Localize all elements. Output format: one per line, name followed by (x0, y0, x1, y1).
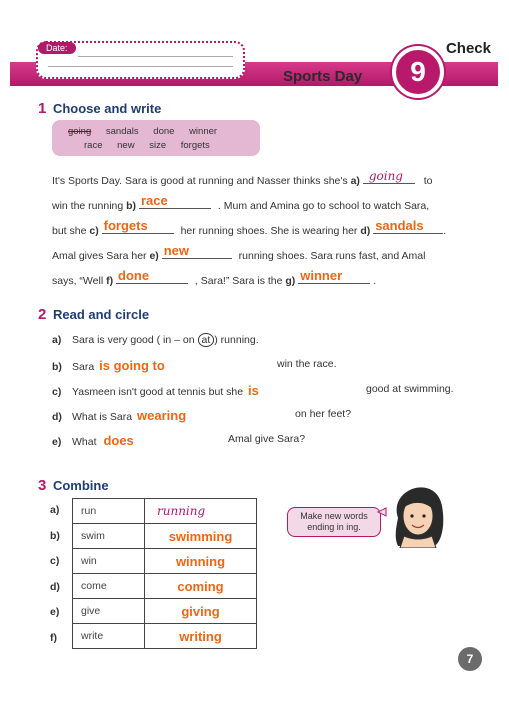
blank-label: a) (350, 175, 360, 187)
combine-table (72, 498, 257, 649)
answer-text: sandals (375, 218, 424, 233)
table-row (73, 524, 257, 549)
answer-cell[interactable] (145, 574, 257, 599)
line-text: but she (52, 225, 90, 237)
item-text: Amal give Sara? (228, 433, 306, 445)
base-word: swim (73, 524, 145, 549)
paragraph-line (52, 220, 446, 237)
answer-cell[interactable] (145, 524, 257, 549)
row-label: a) (50, 504, 60, 516)
circle-item (52, 433, 306, 448)
item-text: Sara is very good ( in – on (72, 334, 195, 346)
answer-cell[interactable] (145, 599, 257, 624)
item-text: Yasmeen isn't good at tennis but she (72, 386, 244, 398)
date-line (48, 66, 233, 67)
answer-text: going (368, 169, 403, 183)
blank-label: e) (149, 250, 159, 262)
base-word: give (73, 599, 145, 624)
answer-text: winner (300, 268, 343, 283)
word-bank-word: done (153, 126, 175, 137)
answer-text: new (163, 243, 190, 258)
line-text: says, “Well (52, 275, 107, 287)
answer-blank[interactable] (139, 195, 211, 209)
answer-text: coming (177, 578, 224, 594)
answer-text: forgets (103, 218, 148, 233)
item-label: c) (52, 386, 62, 398)
line-text: to (423, 175, 433, 187)
circle-item (52, 358, 337, 373)
base-word: write (73, 624, 145, 649)
base-word: win (73, 549, 145, 574)
answer-cell[interactable] (145, 549, 257, 574)
item-text: Sara (72, 361, 95, 373)
line-text: her running shoes. She is wearing her (180, 225, 361, 237)
item-text: win the race. (277, 358, 337, 370)
line-text: Amal gives Sara her (52, 250, 150, 262)
line-text: . Mum and Amina go to school to watch Sara, (217, 200, 430, 212)
eye-shape (410, 514, 413, 517)
word-bank-row (68, 126, 217, 137)
section-title: Read and circle (52, 307, 150, 322)
paragraph-line (52, 195, 429, 212)
row-label: d) (50, 580, 60, 593)
answer-blank[interactable] (116, 270, 188, 284)
answer-cell[interactable] (145, 624, 257, 649)
section-number: 2 (38, 306, 47, 323)
answer-text[interactable]: is going to (99, 358, 165, 373)
item-text: good at swimming. (366, 383, 454, 395)
date-line (78, 56, 233, 57)
answer-text: writing (179, 628, 222, 644)
base-word: come (73, 574, 145, 599)
line-text: . (373, 275, 377, 287)
answer-blank[interactable] (162, 245, 232, 259)
speech-bubble (287, 507, 381, 537)
answer-text[interactable]: does (103, 433, 134, 448)
answer-text[interactable]: wearing (137, 408, 187, 423)
section-title: Choose and write (52, 101, 162, 116)
eye-shape (422, 514, 425, 517)
bubble-text: Make new words ending in ing. (300, 511, 368, 532)
answer-text: race (140, 193, 168, 208)
answer-text[interactable]: is (248, 383, 259, 398)
girl-illustration (376, 478, 466, 548)
item-label: a) (52, 334, 62, 346)
answer-text: running (157, 504, 206, 518)
circle-item (52, 408, 352, 423)
word-bank-word: size (149, 140, 167, 151)
item-label: d) (52, 411, 62, 423)
section-1-heading (38, 100, 161, 117)
unit-number-badge: 9 (392, 46, 444, 98)
answer-text: winning (175, 553, 226, 569)
unit-title: Sports Day (283, 68, 363, 85)
line-text: . (443, 225, 447, 237)
table-row (73, 624, 257, 649)
row-label: f) (50, 631, 57, 644)
circle-item (52, 333, 259, 347)
word-bank-row (84, 140, 210, 151)
paragraph-line (52, 270, 376, 287)
section-title: Combine (52, 478, 109, 493)
item-text: What is Sara (72, 411, 133, 423)
answer-text: giving (181, 603, 220, 619)
row-labels (50, 498, 60, 651)
answer-cell[interactable] (145, 499, 257, 524)
word-bank-word: forgets (180, 140, 210, 151)
row-label: b) (50, 529, 60, 542)
line-text: running shoes. Sara runs fast, and Amal (238, 250, 426, 262)
item-label: b) (52, 361, 62, 373)
word-bank-word: going (68, 126, 92, 137)
word-bank (52, 120, 260, 156)
table-row (73, 549, 257, 574)
line-text: , Sara!” Sara is the (194, 275, 286, 287)
blank-label: b) (126, 200, 137, 212)
blank-label: c) (89, 225, 99, 237)
paragraph-line (52, 170, 433, 187)
row-label: e) (50, 606, 60, 618)
check-label: Check (445, 40, 491, 57)
word-bank-word: new (117, 140, 135, 151)
answer-blank[interactable] (298, 270, 370, 284)
section-number: 3 (38, 477, 47, 494)
circle-item (52, 383, 454, 398)
answer-text: done (118, 268, 150, 283)
table-row (73, 599, 257, 624)
word-bank-word: race (84, 140, 103, 151)
blank-label: f) (106, 275, 114, 287)
answer-blank[interactable] (373, 220, 443, 234)
paragraph-line (52, 245, 425, 262)
section-number: 1 (38, 100, 47, 117)
date-label: Date: (38, 42, 76, 54)
item-text: on her feet? (295, 408, 352, 420)
section-3-heading (38, 477, 109, 494)
item-text: What (72, 436, 97, 448)
answer-blank[interactable] (363, 170, 415, 184)
word-bank-word: winner (189, 126, 218, 137)
word-bank-word: sandals (105, 126, 139, 137)
table-row (73, 574, 257, 599)
item-label: e) (52, 436, 62, 448)
line-text: win the running (52, 200, 127, 212)
bubble-tail (378, 508, 386, 516)
section-2-heading (38, 306, 149, 323)
page-number: 7 (458, 647, 482, 671)
circled-answer[interactable]: at (198, 333, 215, 347)
row-label: c) (50, 555, 60, 567)
table-row (73, 499, 257, 524)
blank-label: d) (360, 225, 371, 237)
line-text: It's Sports Day. Sara is good at running and Nasser thinks she's (52, 175, 351, 187)
blank-label: g) (285, 275, 296, 287)
answer-blank[interactable] (102, 220, 174, 234)
base-word: run (73, 499, 145, 524)
answer-text: swimming (168, 528, 233, 544)
item-text: ) running. (214, 334, 259, 346)
